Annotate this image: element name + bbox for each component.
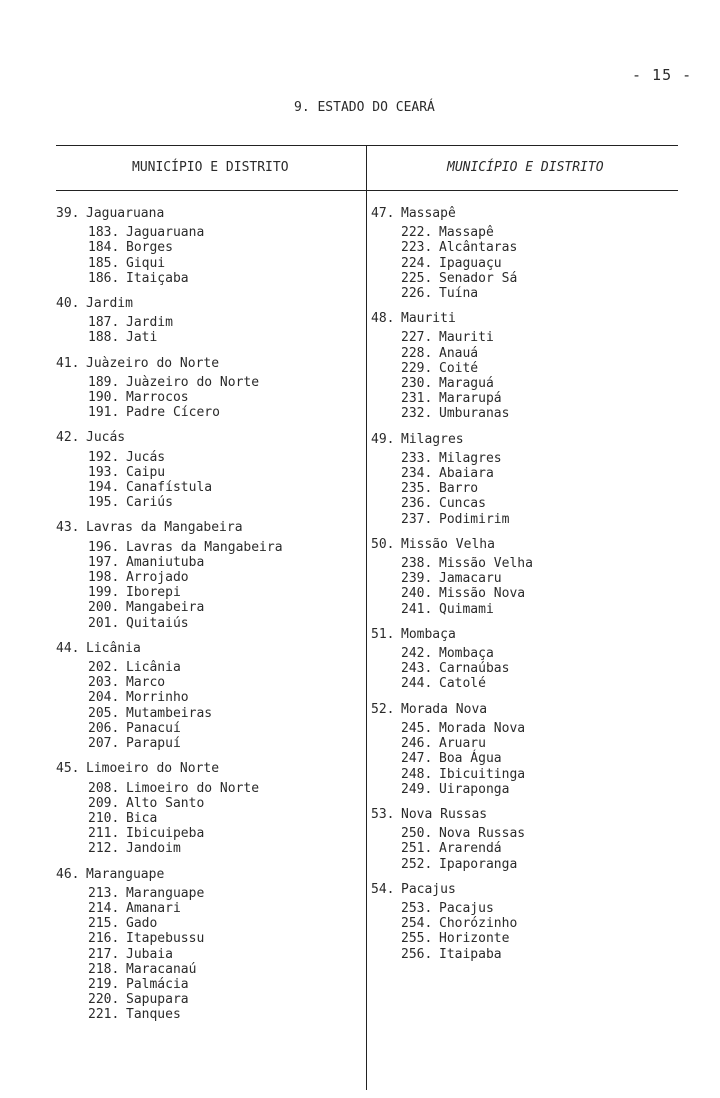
district-number: 193.	[88, 464, 120, 480]
district-number: 212.	[88, 841, 120, 857]
district-name: Carnaúbas	[439, 661, 510, 677]
district-name: Jati	[126, 330, 158, 346]
district-name: Horizonte	[439, 931, 510, 947]
district-name: Jamacaru	[439, 571, 502, 587]
district-number: 230.	[401, 376, 433, 392]
district-row	[56, 931, 356, 946]
district-number: 254.	[401, 916, 433, 932]
district-row	[371, 571, 691, 586]
district-number: 228.	[401, 345, 433, 361]
district-number: 218.	[88, 961, 120, 977]
district-row	[56, 225, 356, 240]
district-number: 196.	[88, 539, 120, 555]
district-number: 222.	[401, 225, 433, 241]
district-row	[56, 375, 356, 390]
district-row	[56, 495, 356, 510]
district-name: Podimirim	[439, 511, 510, 527]
district-number: 247.	[401, 751, 433, 767]
district-row	[56, 480, 356, 495]
district-number: 215.	[88, 916, 120, 932]
district-number: 251.	[401, 841, 433, 857]
district-name: Quimami	[439, 601, 494, 617]
district-name: Itaiçaba	[126, 270, 189, 286]
district-name: Jucás	[126, 449, 166, 465]
district-row	[56, 675, 356, 690]
district-row	[371, 676, 691, 691]
district-number: 246.	[401, 736, 433, 752]
municipality-name: Mauriti	[401, 311, 456, 327]
district-number: 243.	[401, 661, 433, 677]
municipality-name: Jaguaruana	[86, 206, 165, 221]
district-name: Uiraponga	[439, 781, 510, 797]
district-number: 201.	[88, 615, 120, 631]
municipality-row	[56, 296, 356, 311]
district-number: 250.	[401, 826, 433, 842]
municipality-number: 48.	[371, 311, 395, 327]
district-number: 203.	[88, 675, 120, 691]
municipality-name: Pacajus	[401, 881, 456, 897]
district-name: Mombaça	[439, 646, 494, 662]
district-name: Ibicuipeba	[126, 826, 205, 842]
district-row	[371, 782, 691, 797]
district-number: 187.	[88, 315, 120, 331]
district-number: 223.	[401, 240, 433, 256]
district-number: 241.	[401, 601, 433, 617]
district-name: Ibicuitinga	[439, 766, 526, 782]
district-name: Ipaporanga	[439, 856, 518, 872]
district-number: 183.	[88, 225, 120, 241]
district-number: 216.	[88, 931, 120, 947]
district-name: Ipaguaçu	[439, 255, 502, 271]
district-row	[371, 361, 691, 376]
right-column-header: MUNICÍPIO E DISTRITO	[447, 160, 604, 175]
municipality-row	[56, 206, 356, 221]
district-name: Maranguape	[126, 885, 205, 901]
district-row	[371, 826, 691, 841]
district-number: 208.	[88, 780, 120, 796]
district-row	[56, 240, 356, 255]
district-number: 214.	[88, 900, 120, 916]
district-row	[56, 736, 356, 751]
district-name: Aruaru	[439, 736, 486, 752]
district-number: 237.	[401, 511, 433, 527]
district-row	[371, 240, 691, 255]
district-name: Caipu	[126, 464, 166, 480]
district-name: Borges	[126, 240, 173, 256]
municipality-block	[371, 311, 691, 421]
district-name: Mutambeiras	[126, 705, 213, 721]
page-title: 9. ESTADO DO CEARÁ	[294, 100, 435, 115]
district-row	[371, 947, 691, 962]
municipality-block	[56, 206, 356, 286]
municipality-name: Licânia	[86, 640, 141, 656]
district-row	[56, 901, 356, 916]
district-number: 224.	[401, 255, 433, 271]
municipality-number: 44.	[56, 640, 80, 656]
district-name: Morrinho	[126, 690, 189, 706]
district-number: 184.	[88, 240, 120, 256]
district-number: 235.	[401, 481, 433, 497]
district-name: Arrojado	[126, 570, 189, 586]
district-name: Jandoim	[126, 841, 181, 857]
district-row	[56, 585, 356, 600]
left-column	[56, 206, 356, 1033]
district-number: 256.	[401, 946, 433, 962]
municipality-name: Maranguape	[86, 866, 165, 882]
district-name: Anauá	[439, 345, 479, 361]
municipality-number: 51.	[371, 626, 395, 642]
district-number: 249.	[401, 781, 433, 797]
district-name: Jaguaruana	[126, 225, 205, 241]
municipality-block	[56, 867, 356, 1023]
district-number: 233.	[401, 450, 433, 466]
district-number: 227.	[401, 330, 433, 346]
municipality-number: 41.	[56, 355, 80, 371]
district-name: Coité	[439, 360, 479, 376]
municipality-row	[371, 627, 691, 642]
district-number: 194.	[88, 480, 120, 496]
district-name: Cariús	[126, 495, 173, 511]
municipality-block	[371, 627, 691, 692]
municipality-block	[371, 432, 691, 527]
district-name: Gado	[126, 916, 158, 932]
municipality-name: Limoeiro do Norte	[86, 761, 220, 777]
district-row	[371, 271, 691, 286]
municipality-name: Mombaça	[401, 626, 456, 642]
district-name: Pacajus	[439, 900, 494, 916]
district-row	[371, 721, 691, 736]
municipality-row	[371, 702, 691, 717]
district-row	[371, 901, 691, 916]
district-row	[56, 977, 356, 992]
district-row	[371, 646, 691, 661]
district-number: 240.	[401, 586, 433, 602]
district-name: Palmácia	[126, 976, 189, 992]
municipality-row	[371, 807, 691, 822]
district-name: Giqui	[126, 255, 166, 271]
district-row	[56, 450, 356, 465]
district-number: 211.	[88, 826, 120, 842]
district-name: Marco	[126, 675, 166, 691]
district-row	[56, 781, 356, 796]
municipality-row	[56, 867, 356, 882]
district-number: 200.	[88, 600, 120, 616]
municipality-number: 46.	[56, 866, 80, 882]
district-number: 199.	[88, 585, 120, 601]
district-row	[56, 271, 356, 286]
district-number: 252.	[401, 856, 433, 872]
district-row	[56, 616, 356, 631]
municipality-block	[56, 430, 356, 510]
district-row	[56, 706, 356, 721]
district-row	[56, 390, 356, 405]
municipality-row	[371, 206, 691, 221]
district-name: Catolé	[439, 676, 486, 692]
district-row	[56, 405, 356, 420]
municipality-number: 40.	[56, 296, 80, 312]
district-row	[371, 857, 691, 872]
district-number: 221.	[88, 1007, 120, 1023]
district-row	[56, 660, 356, 675]
district-number: 197.	[88, 554, 120, 570]
district-name: Iborepi	[126, 585, 181, 601]
municipality-number: 52.	[371, 701, 395, 717]
municipality-number: 47.	[371, 206, 395, 221]
district-row	[371, 451, 691, 466]
municipality-number: 45.	[56, 761, 80, 777]
district-row	[56, 315, 356, 330]
district-name: Alcântaras	[439, 240, 518, 256]
district-row	[56, 962, 356, 977]
district-number: 229.	[401, 360, 433, 376]
district-row	[56, 826, 356, 841]
district-row	[371, 751, 691, 766]
district-number: 210.	[88, 810, 120, 826]
municipality-block	[371, 807, 691, 872]
district-row	[56, 947, 356, 962]
municipality-block	[371, 882, 691, 962]
district-number: 242.	[401, 646, 433, 662]
municipality-row	[371, 432, 691, 447]
district-name: Maracanaú	[126, 961, 197, 977]
district-row	[56, 721, 356, 736]
district-number: 205.	[88, 705, 120, 721]
district-row	[56, 811, 356, 826]
district-number: 245.	[401, 720, 433, 736]
column-divider	[366, 145, 367, 1090]
district-number: 202.	[88, 660, 120, 676]
district-number: 232.	[401, 406, 433, 422]
municipality-number: 54.	[371, 881, 395, 897]
district-number: 231.	[401, 391, 433, 407]
district-number: 188.	[88, 330, 120, 346]
right-column	[371, 206, 691, 972]
district-row	[56, 841, 356, 856]
municipality-block	[56, 641, 356, 751]
municipality-name: Milagres	[401, 431, 464, 447]
district-number: 217.	[88, 946, 120, 962]
district-row	[56, 330, 356, 345]
municipality-number: 49.	[371, 431, 395, 447]
district-number: 195.	[88, 495, 120, 511]
district-name: Jubaia	[126, 946, 173, 962]
district-name: Itaipaba	[439, 946, 502, 962]
district-number: 253.	[401, 900, 433, 916]
municipality-block	[56, 296, 356, 346]
district-name: Panacuí	[126, 720, 181, 736]
district-name: Chorózinho	[439, 916, 518, 932]
district-row	[371, 661, 691, 676]
district-row	[371, 512, 691, 527]
district-number: 192.	[88, 449, 120, 465]
district-name: Padre Cícero	[126, 405, 220, 421]
municipality-name: Morada Nova	[401, 701, 488, 717]
district-row	[56, 796, 356, 811]
district-name: Massapê	[439, 225, 494, 241]
district-name: Missão Nova	[439, 586, 526, 602]
district-name: Alto Santo	[126, 795, 205, 811]
left-column-header: MUNICÍPIO E DISTRITO	[132, 160, 289, 175]
district-row	[56, 690, 356, 705]
district-name: Licânia	[126, 660, 181, 676]
district-name: Canafístula	[126, 480, 213, 496]
district-number: 213.	[88, 885, 120, 901]
district-row	[56, 555, 356, 570]
district-row	[56, 886, 356, 901]
district-name: Amanari	[126, 900, 181, 916]
municipality-block	[56, 520, 356, 630]
municipality-row	[56, 430, 356, 445]
district-name: Tanques	[126, 1007, 181, 1023]
municipality-name: Lavras da Mangabeira	[86, 520, 243, 536]
district-row	[56, 600, 356, 615]
district-row	[371, 736, 691, 751]
municipality-block	[371, 702, 691, 797]
district-name: Mangabeira	[126, 600, 205, 616]
municipality-block	[56, 761, 356, 856]
district-number: 219.	[88, 976, 120, 992]
district-name: Milagres	[439, 450, 502, 466]
district-row	[371, 496, 691, 511]
district-number: 198.	[88, 570, 120, 586]
district-row	[371, 586, 691, 601]
district-name: Tuína	[439, 286, 479, 302]
district-name: Nova Russas	[439, 826, 526, 842]
district-row	[56, 916, 356, 931]
district-row	[56, 1007, 356, 1022]
municipality-row	[371, 311, 691, 326]
district-name: Cuncas	[439, 496, 486, 512]
district-name: Mauriti	[439, 330, 494, 346]
district-row	[371, 916, 691, 931]
district-row	[371, 841, 691, 856]
municipality-number: 53.	[371, 806, 395, 822]
municipality-block	[371, 537, 691, 617]
district-number: 189.	[88, 374, 120, 390]
district-row	[371, 330, 691, 345]
district-number: 191.	[88, 405, 120, 421]
district-number: 225.	[401, 270, 433, 286]
district-name: Amaniutuba	[126, 554, 205, 570]
district-name: Maraguá	[439, 376, 494, 392]
district-row	[371, 931, 691, 946]
district-name: Mararupá	[439, 391, 502, 407]
municipality-row	[371, 537, 691, 552]
municipality-name: Juàzeiro do Norte	[86, 355, 220, 371]
district-name: Missão Velha	[439, 556, 533, 572]
district-number: 220.	[88, 992, 120, 1008]
district-number: 207.	[88, 736, 120, 752]
district-name: Abaiara	[439, 466, 494, 482]
district-name: Senador Sá	[439, 270, 518, 286]
municipality-name: Jucás	[86, 430, 126, 446]
district-row	[56, 570, 356, 585]
district-number: 248.	[401, 766, 433, 782]
district-number: 204.	[88, 690, 120, 706]
district-row	[56, 992, 356, 1007]
district-row	[371, 481, 691, 496]
district-name: Itapebussu	[126, 931, 205, 947]
municipality-row	[56, 761, 356, 776]
municipality-number: 43.	[56, 520, 80, 536]
district-name: Parapuí	[126, 736, 181, 752]
municipality-row	[56, 356, 356, 371]
district-row	[56, 256, 356, 271]
district-number: 236.	[401, 496, 433, 512]
municipality-name: Jardim	[86, 296, 133, 312]
district-row	[371, 346, 691, 361]
municipality-number: 50.	[371, 536, 395, 552]
district-row	[371, 406, 691, 421]
district-row	[371, 256, 691, 271]
district-row	[371, 376, 691, 391]
district-number: 244.	[401, 676, 433, 692]
district-name: Jardim	[126, 315, 173, 331]
district-number: 185.	[88, 255, 120, 271]
district-row	[371, 466, 691, 481]
table-top-rule	[56, 145, 678, 146]
district-number: 255.	[401, 931, 433, 947]
district-row	[371, 391, 691, 406]
municipality-row	[56, 641, 356, 656]
district-name: Umburanas	[439, 406, 510, 422]
municipality-number: 42.	[56, 430, 80, 446]
district-row	[56, 465, 356, 480]
district-name: Lavras da Mangabeira	[126, 539, 283, 555]
district-number: 226.	[401, 286, 433, 302]
district-row	[56, 540, 356, 555]
district-number: 238.	[401, 556, 433, 572]
header-bottom-rule	[56, 190, 678, 191]
district-name: Barro	[439, 481, 479, 497]
municipality-name: Nova Russas	[401, 806, 488, 822]
municipality-name: Missão Velha	[401, 536, 495, 552]
district-name: Limoeiro do Norte	[126, 780, 260, 796]
district-number: 190.	[88, 390, 120, 406]
municipality-row	[371, 882, 691, 897]
municipality-block	[56, 356, 356, 421]
district-number: 209.	[88, 795, 120, 811]
district-number: 206.	[88, 720, 120, 736]
district-number: 239.	[401, 571, 433, 587]
district-name: Quitaiús	[126, 615, 189, 631]
district-name: Juàzeiro do Norte	[126, 374, 260, 390]
district-number: 234.	[401, 466, 433, 482]
municipality-number: 39.	[56, 206, 80, 221]
page-number: - 15 -	[632, 66, 693, 84]
district-name: Ararendá	[439, 841, 502, 857]
district-name: Boa Água	[439, 751, 502, 767]
district-row	[371, 767, 691, 782]
district-name: Sapupara	[126, 992, 189, 1008]
district-row	[371, 602, 691, 617]
district-number: 186.	[88, 270, 120, 286]
district-row	[371, 556, 691, 571]
municipality-block	[371, 206, 691, 301]
district-name: Morada Nova	[439, 720, 526, 736]
district-row	[371, 225, 691, 240]
district-name: Marrocos	[126, 390, 189, 406]
municipality-row	[56, 520, 356, 535]
municipality-name: Massapê	[401, 206, 456, 221]
district-name: Bica	[126, 810, 158, 826]
district-row	[371, 286, 691, 301]
